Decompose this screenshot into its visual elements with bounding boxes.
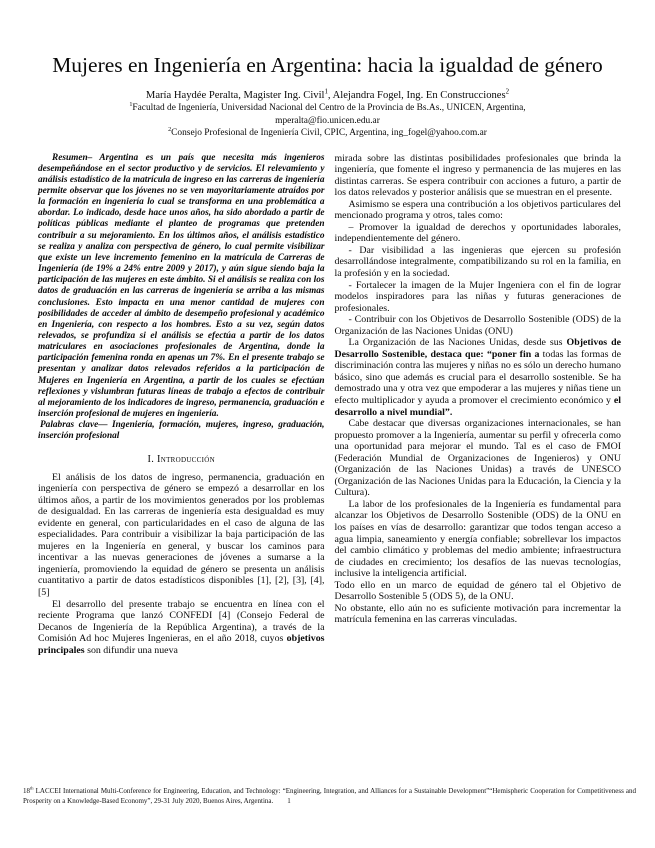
keywords-label: Palabras clave— [40, 420, 108, 431]
abstract-label: Resumen– [52, 152, 93, 163]
left-column [38, 153, 325, 657]
abstract-paragraph [38, 153, 325, 421]
col2-paragraph-3-bold-2: el desarrollo a nivel mundial”. [334, 394, 621, 418]
intro-paragraph-2-post: son difundir una nueva [84, 644, 178, 656]
two-column-body [38, 153, 621, 657]
col2-paragraph-3 [335, 337, 622, 418]
affiliation-1-mark: 1 [129, 101, 133, 108]
col2-paragraph-4: Cabe destacar que diversas organizaciones internacionales, se han propuesto promover a la Ingeniería, aumentar su perfil y ofrecerla como una oportunidad para mejorar el mundo. Tal es el caso de FMOI (Federación Mundial de Organizaciones de Ingenieros) y ONU (Organización de las Naciones Unidas) a través de UNESCO (Organización de las Naciones Unidas para la Educación, la Ciencia y la Cultura). [334, 418, 621, 499]
objective-bullet-1: – Promover la igualdad de derechos y oportunidades laborales, independientemente del género. [334, 221, 621, 245]
objective-bullet-3: - Fortalecer la imagen de la Mujer Ingeniera con el fin de lograr modelos inspiradores para las niñas y futuras generaciones de profesionales. [334, 279, 621, 314]
col2-paragraph-5: La labor de los profesionales de la Ingeniería es fundamental para alcanzar los Objetivos de Desarrollo Sostenible (ODS) de la ONU en los países en vías de desarrollo: garantizar que todos tengan acceso a agua limpia, saneamiento y energía confiable; sobrellevar los impactos del cambio climático y problemas del medio ambiente; infraestructura de ciudades en crecimiento; los desafíos de las nuevas tecnologías, inclusive la inteligencia artificial. [334, 498, 621, 580]
col2-paragraph-3-mid: todas las formas de discriminación contra las mujeres y niñas no es sólo un derecho humano básico, sino que además es crucial para el desarrollo sostenible. Se ha demostrado una y otra vez que empoderar a las mujeres y niñas tiene un efecto multiplicador y ayuda a promover el crecimiento económico y [334, 348, 621, 406]
col2-paragraph-7: No obstante, ello aún no es suficiente motivación para incrementar la matrícula femenina en las carreras vinculadas. [334, 602, 621, 626]
conference-footer [23, 786, 636, 806]
col2-paragraph-3-pre: La Organización de las Naciones Unidas, desde sus [348, 337, 567, 349]
abstract-body: Argentina es un país que necesita más ingenieros desempeñándose en el sector productivo y de servicios. El relevamiento y análisis estadístico de la matrícula de ingreso en las carreras de ingeniería permite observar que los jóvenes no se ven mayoritariamente atraídos por la formación en ingeniería lo cual se transforma en una problemática a abordar. Lo indicado, desde hace unos años, ha sido abordado a partir de políticas públicas mediante el planteo de programas que pretenden contribuir a su mejoramiento. En los últimos años, el análisis estadístico se realiza y analiza con perspectiva de género, lo cual permite visibilizar que existe un leve incremento femenino en la matrícula de Carreras de Ingeniería (de 19% a 24% entre 2009 y 2017), y aún sigue siendo baja la participación de las mujeres en este ámbito. Si el análisis se realiza con los datos de graduación en las carreras de ingeniería se arriba a las mismas conclusiones. Esto impacta en una menor cantidad de mujeres con posibilidades de acceder al ámbito de desempeño profesional y académico en Ingeniería, con respecto a los hombres. Esto a su vez, según datos relevados, se profundiza si el análisis se efectúa a partir de los datos matriculares en asociaciones profesionales de Argentina, donde la participación femenina ronda en apenas un 7%. En el presente trabajo se presentan y analizar datos relevados referidos a la participación de Mujeres en Ingeniería en Argentina, a partir de los cuales se efectúan reflexiones y vislumbran futuras líneas de trabajo a efectos de contribuir al mejoramiento de los indicadores de ingreso, permanencia, graduación e inserción profesional de mujeres en ingeniería. [38, 152, 325, 420]
col2-paragraph-6: Todo ello en un marco de equidad de género tal el Objetivo de Desarrollo Sostenible 5 (ODS 5), de la ONU. [334, 579, 621, 603]
affiliation-1-text: Facultad de Ingeniería, Universidad Nacional del Centro de la Provincia de Bs.As., UNICEN, Argentina, [132, 103, 526, 113]
affiliation-2-text: Consejo Profesional de Ingeniería Civil, CPIC, Argentina, ing_fogel@yahoo.com.ar [171, 128, 487, 138]
intro-paragraph-2-pre: El desarrollo del presente trabajo se encuentra en línea con el reciente Programa que lanzó CONFEDI [4] (Consejo Federal de Decanos de Ingeniería de la República Argentina), a través de la Comisión Ad hoc Mujeres Ingenieras, en el año 2018, cuyos [38, 598, 325, 645]
author-2: , Alejandra Fogel, Ing. En Construcciones [327, 90, 506, 101]
page-number: 1 [287, 797, 291, 805]
footer-ordinal-suffix: th [30, 785, 34, 791]
authors-line [0, 89, 655, 102]
footer-conference-text: LACCEI International Multi-Conference for Engineering, Education, and Technology: “Engineering, Integration, and Alliances for a Sustainable Development”“Hemispheric Cooperation for Competitiveness and Prosperity on a Knowledge-Based Economy”, 29-31 July 2020, Buenos Aires, Argentina. [23, 787, 636, 805]
affiliation-1 [0, 102, 655, 115]
col2-paragraph-2: Asimismo se espera una contribución a los objetivos particulares del mencionado programa y otros, tales como: [334, 198, 621, 222]
email-author-1: mperalta@fio.unicen.edu.ar [275, 115, 380, 126]
keywords-text: Ingeniería, formación, mujeres, ingreso, graduación, inserción profesional [38, 420, 325, 442]
author-1: María Haydée Peralta, Magister Ing. Civil [145, 90, 325, 101]
col2-paragraph-3-bold-1: Objetivos de Desarrollo Sostenible, destaca que: “poner fin a [334, 337, 621, 360]
keywords-paragraph [38, 420, 325, 442]
author-1-affiliation-mark: 1 [324, 88, 328, 96]
author-2-affiliation-mark: 2 [505, 88, 510, 96]
objective-bullet-4: - Contribuir con los Objetivos de Desarrollo Sostenible (ODS) de la Organización de las Naciones Unidas (ONU) [334, 314, 621, 337]
affiliation-2 [0, 127, 655, 140]
objective-bullet-2: - Dar visibilidad a las ingenieras que ejercen su profesión desarrollándose integralmente, compatibilizando su rol en la familia, en la profesión y en la sociedad. [334, 244, 621, 279]
affiliation-2-mark: 2 [168, 126, 172, 133]
right-column [335, 153, 622, 657]
footer-conference-number: 18 [23, 787, 30, 795]
section-heading-introduction: I. Introducción [147, 453, 215, 465]
intro-paragraph-2 [38, 599, 325, 657]
affiliation-1-email [0, 115, 655, 128]
col2-paragraph-1: mirada sobre las distintas posibilidades profesionales que brinda la ingeniería, que fomente el ingreso y permanencia de las mujeres en las distintas carreras. Se espera contribuir con acciones a futuro, a partir de los datos relevados y posterior análisis que se muestran en el presente. [334, 152, 621, 199]
paper-title: Mujeres en Ingeniería en Argentina: hacia la igualdad de género [52, 53, 603, 77]
intro-paragraph-1: El análisis de los datos de ingreso, permanencia, graduación en ingeniería con perspectiva de género se empezó a desarrollar en los últimos años, a partir de los movimientos generados por los problemas de desigualdad. En las carreras de ingeniería esta desigualdad es muy evidente en general, con particularidades en el caso de alguna de las especialidades. Para contribuir a visibilizar la baja participación de las mujeres en la Ingeniería en general, y buscar los caminos para incentivar a las nuevas generaciones de jóvenes a sumarse a la ingeniería, promoviendo la equidad de género se presenta un análisis cuantitativo a partir de datos estadísticos disponibles [1], [2], [3], [4], [5] [38, 471, 325, 599]
intro-paragraph-2-bold: objetivos principales [38, 633, 325, 656]
